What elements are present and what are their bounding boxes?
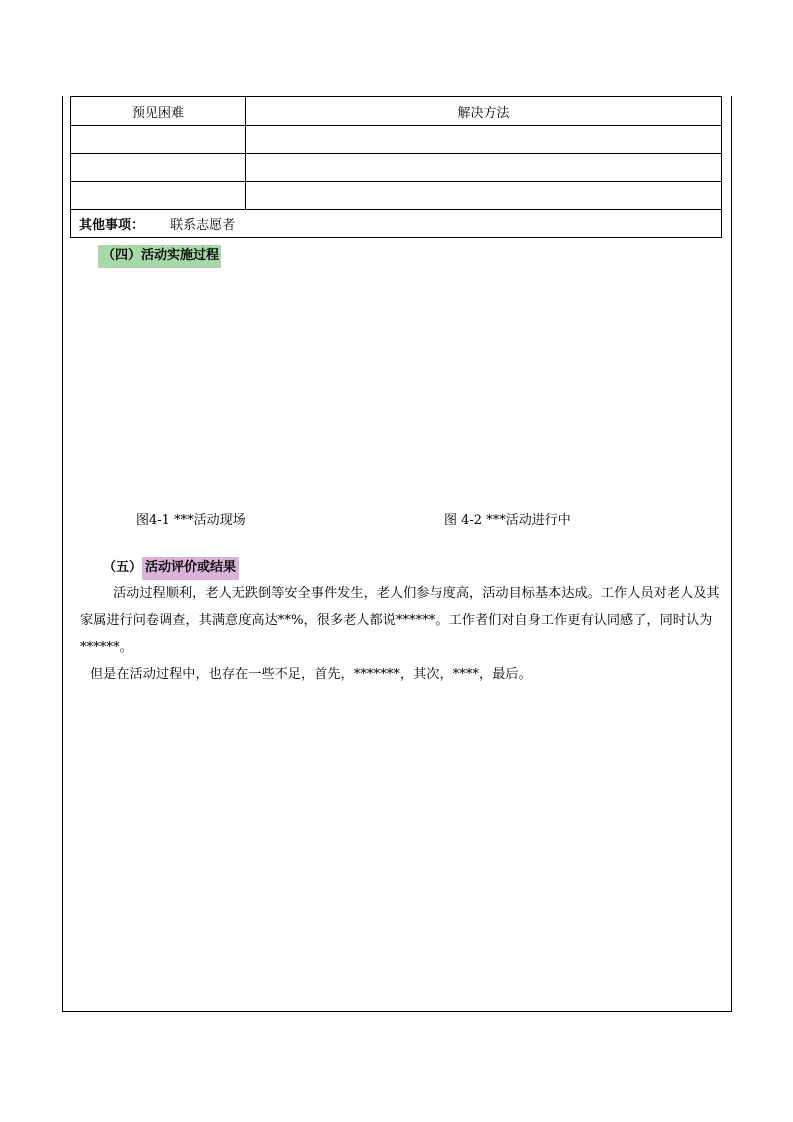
header-difficulty: 预见困难 xyxy=(71,97,246,126)
section4-heading xyxy=(98,244,221,263)
table-cell[interactable] xyxy=(246,182,722,210)
table-header-row xyxy=(71,97,722,126)
table-cell[interactable] xyxy=(246,126,722,154)
figure-caption-1: 图4-1 ***活动现场 xyxy=(136,513,246,528)
figure-caption-2: 图 4-2 ***活动进行中 xyxy=(444,513,571,528)
table-cell[interactable] xyxy=(71,154,246,182)
table-cell[interactable] xyxy=(71,126,246,154)
other-items-row xyxy=(71,210,722,238)
difficulty-table xyxy=(70,96,722,238)
table-row xyxy=(71,154,722,182)
evaluation-paragraph-2: 但是在活动过程中，也存在一些不足，首先，*******，其次，****，最后。 xyxy=(90,667,532,682)
table-row xyxy=(71,182,722,210)
table-cell[interactable] xyxy=(246,154,722,182)
other-items-cell xyxy=(71,210,722,238)
section5-title: 活动评价或结果 xyxy=(142,557,239,580)
section5-heading xyxy=(103,556,239,575)
header-solution: 解决方法 xyxy=(246,97,722,126)
table-cell[interactable] xyxy=(71,182,246,210)
other-items-value: 联系志愿者 xyxy=(170,218,236,233)
section5-prefix: （五） xyxy=(103,560,143,575)
table-row xyxy=(71,126,722,154)
evaluation-body xyxy=(80,580,722,688)
section4-title: （四）活动实施过程 xyxy=(98,245,221,268)
other-items-label: 其他事项： xyxy=(79,218,145,233)
evaluation-paragraph-1: 活动过程顺利，老人无跌倒等安全事件发生，老人们参与度高，活动目标基本达成。工作人员对老人及其家属进行问卷调查，其满意度高达**%，很多老人都说******。工作者们对自身工作更有认同感了，同时认为******。 xyxy=(80,586,720,655)
